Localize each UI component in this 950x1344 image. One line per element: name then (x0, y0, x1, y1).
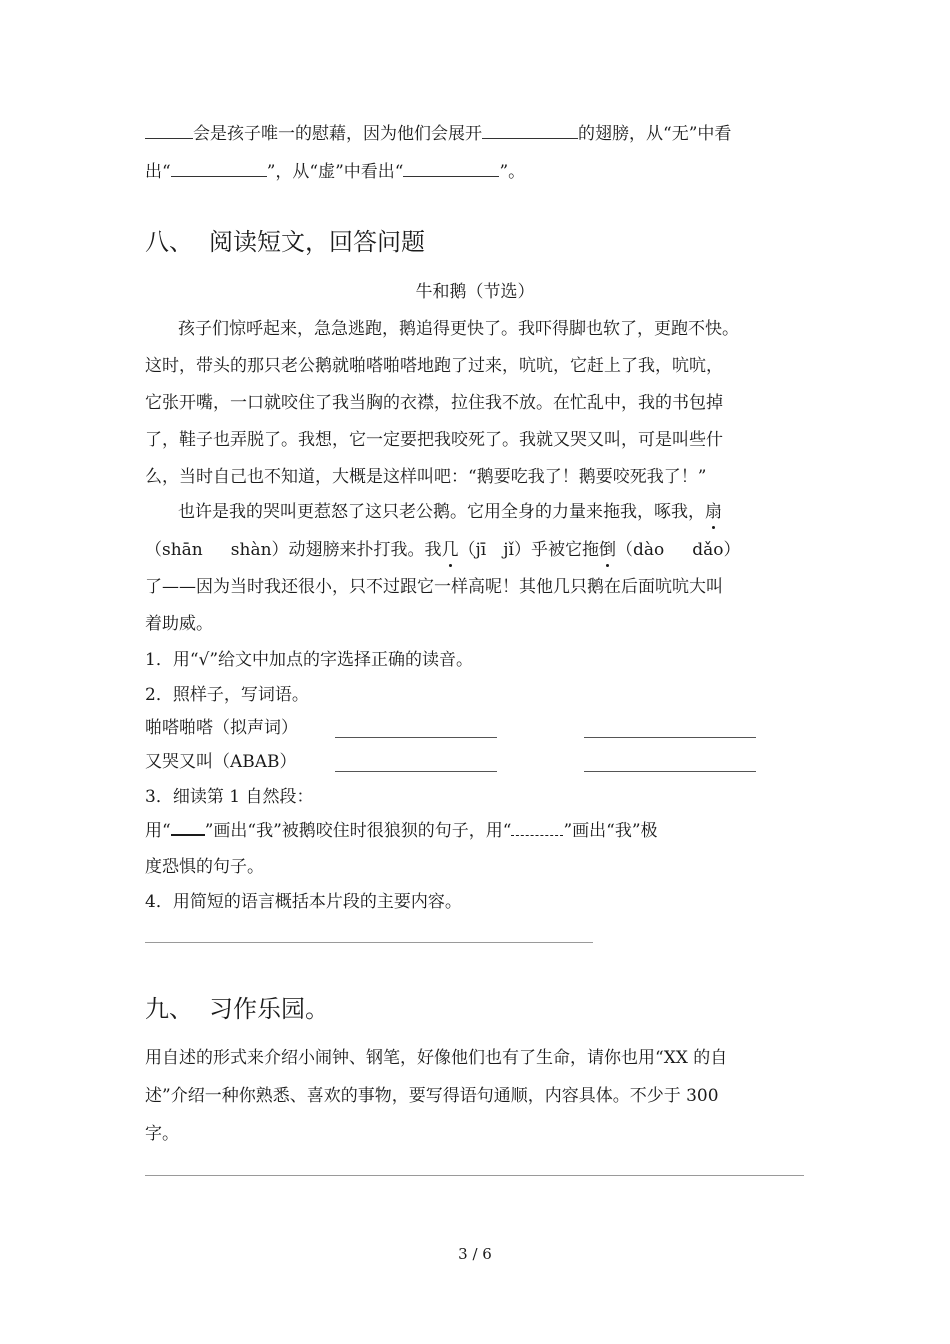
passage-line: 了，鞋子也弄脱了。我想，它一定要把我咬死了。我就又哭又叫，可是叫些什 (145, 430, 723, 450)
answer-blank[interactable] (335, 771, 497, 772)
intro-line-1: 会是孩子唯一的慰藉，因为他们会展开 的翅膀，从“无”中看 (145, 124, 731, 144)
answer-blank[interactable] (584, 771, 756, 772)
word-example-2: 又哭又叫（ABAB） (145, 752, 297, 772)
section-9-heading: 九、 习作乐园。 (145, 995, 329, 1023)
passage-line: 也许是我的哭叫更惹怒了这只老公鹅。它用全身的力量来拖我，啄我，扇 (178, 502, 722, 522)
question-4: 4．用简短的语言概括本片段的主要内容。 (145, 892, 462, 912)
blank (482, 124, 578, 139)
passage-line-pinyin: （shān shàn）动翅膀来扑打我。我几（jī jǐ）乎被它拖倒（dào dǎo） (145, 540, 741, 560)
prompt-line: 述”介绍一种你熟悉、喜欢的事物，要写得语句通顺，内容具体。不少于 300 (145, 1086, 719, 1106)
writing-line[interactable] (145, 1175, 804, 1176)
prompt-line: 用自述的形式来介绍小闹钟、钢笔，好像他们也有了生命，请你也用“XX 的自 (145, 1048, 728, 1068)
passage-title: 牛和鹅（节选） (415, 282, 535, 302)
passage-line: 它张开嘴，一口就咬住了我当胸的衣襟，拉住我不放。在忙乱中，我的书包掉 (145, 393, 723, 413)
answer-blank[interactable] (335, 737, 497, 738)
passage-line: 这时，带头的那只老公鹅就啪嗒啪嗒地跑了过来，吭吭，它赶上了我，吭吭， (145, 356, 723, 376)
question-3: 3．细读第 1 自然段： (145, 787, 314, 807)
passage-line: 么，当时自己也不知道，大概是这样叫吧：“鹅要吃我了！鹅要咬死我了！” (145, 467, 707, 487)
dotted-char-ji: 几 (441, 540, 459, 560)
passage-line: 着助威。 (145, 614, 213, 634)
question-1: 1．用“√”给文中加点的字选择正确的读音。 (145, 650, 474, 670)
passage-line: 了——因为当时我还很小，只不过跟它一样高呢！其他几只鹅在后面吭吭大叫 (145, 577, 723, 597)
blank (403, 162, 499, 177)
question-3-instruction-cont: 度恐惧的句子。 (145, 857, 264, 877)
answer-line[interactable] (145, 942, 593, 943)
answer-blank[interactable] (584, 737, 756, 738)
wavy-underline-mark (511, 821, 563, 836)
page-number: 3 / 6 (458, 1245, 492, 1263)
blank (145, 124, 193, 139)
question-3-instruction: 用“ ”画出“我”被鹅咬住时很狼狈的句子，用“ ”画出“我”极 (145, 821, 658, 841)
dotted-char-shan: 扇 (705, 502, 722, 522)
blank (171, 162, 267, 177)
intro-line-2: 出“ ”，从“虚”中看出“ ”。 (145, 162, 526, 182)
dotted-char-dao: 倒 (598, 540, 616, 560)
word-example-1: 啪嗒啪嗒（拟声词） (145, 718, 298, 738)
passage-line: 孩子们惊呼起来，急急逃跑，鹅追得更快了。我吓得脚也软了，更跑不快。 (178, 319, 739, 339)
solid-underline-mark (171, 820, 205, 836)
section-8-heading: 八、 阅读短文，回答问题 (145, 228, 425, 256)
prompt-line: 字。 (145, 1124, 179, 1144)
question-2: 2．照样子，写词语。 (145, 685, 309, 705)
